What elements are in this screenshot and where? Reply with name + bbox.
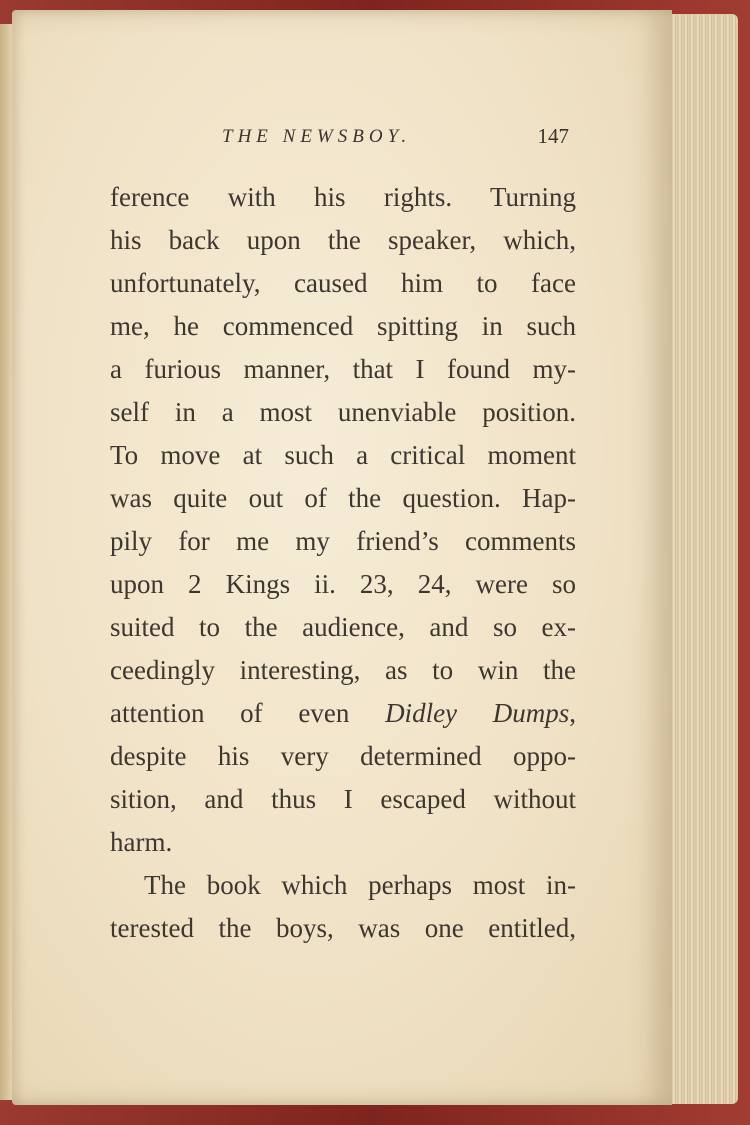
text-line: was quite out of the question. Hap- [110, 483, 576, 513]
text-line: To move at such a critical moment [110, 440, 576, 470]
text-line: ceedingly interesting, as to win the [110, 655, 576, 685]
text-segment: attention of even [110, 698, 386, 728]
text-line-with-italic [110, 692, 576, 735]
text-segment: , [569, 698, 576, 728]
paragraph-end-line: harm. [110, 827, 173, 857]
text-line: terested the boys, was one entitled, [110, 913, 576, 943]
text-line: self in a most unenviable position. [110, 397, 576, 427]
running-head [210, 122, 575, 156]
text-line: suited to the audience, and so ex- [110, 612, 576, 642]
text-line: sition, and thus I escaped without [110, 784, 576, 814]
text-line: despite his very determined oppo- [110, 741, 576, 771]
page-number: 147 [537, 124, 569, 148]
running-title: THE NEWSBOY. [222, 126, 412, 147]
body-text [110, 176, 576, 950]
text-line: pily for me my friend’s comments [110, 526, 576, 556]
text-line: upon 2 Kings ii. 23, 24, were so [110, 569, 576, 599]
paragraph-start-line: The book which perhaps most in- [144, 870, 576, 900]
text-line: ference with his rights. Turning [110, 182, 576, 212]
text-line: me, he commenced spitting in such [110, 311, 576, 341]
text-line: his back upon the speaker, which, [110, 225, 576, 255]
text-line: unfortunately, caused him to face [110, 268, 576, 298]
text-line: a furious manner, that I found my- [110, 354, 576, 384]
italic-name: Didley Dumps [385, 698, 570, 728]
